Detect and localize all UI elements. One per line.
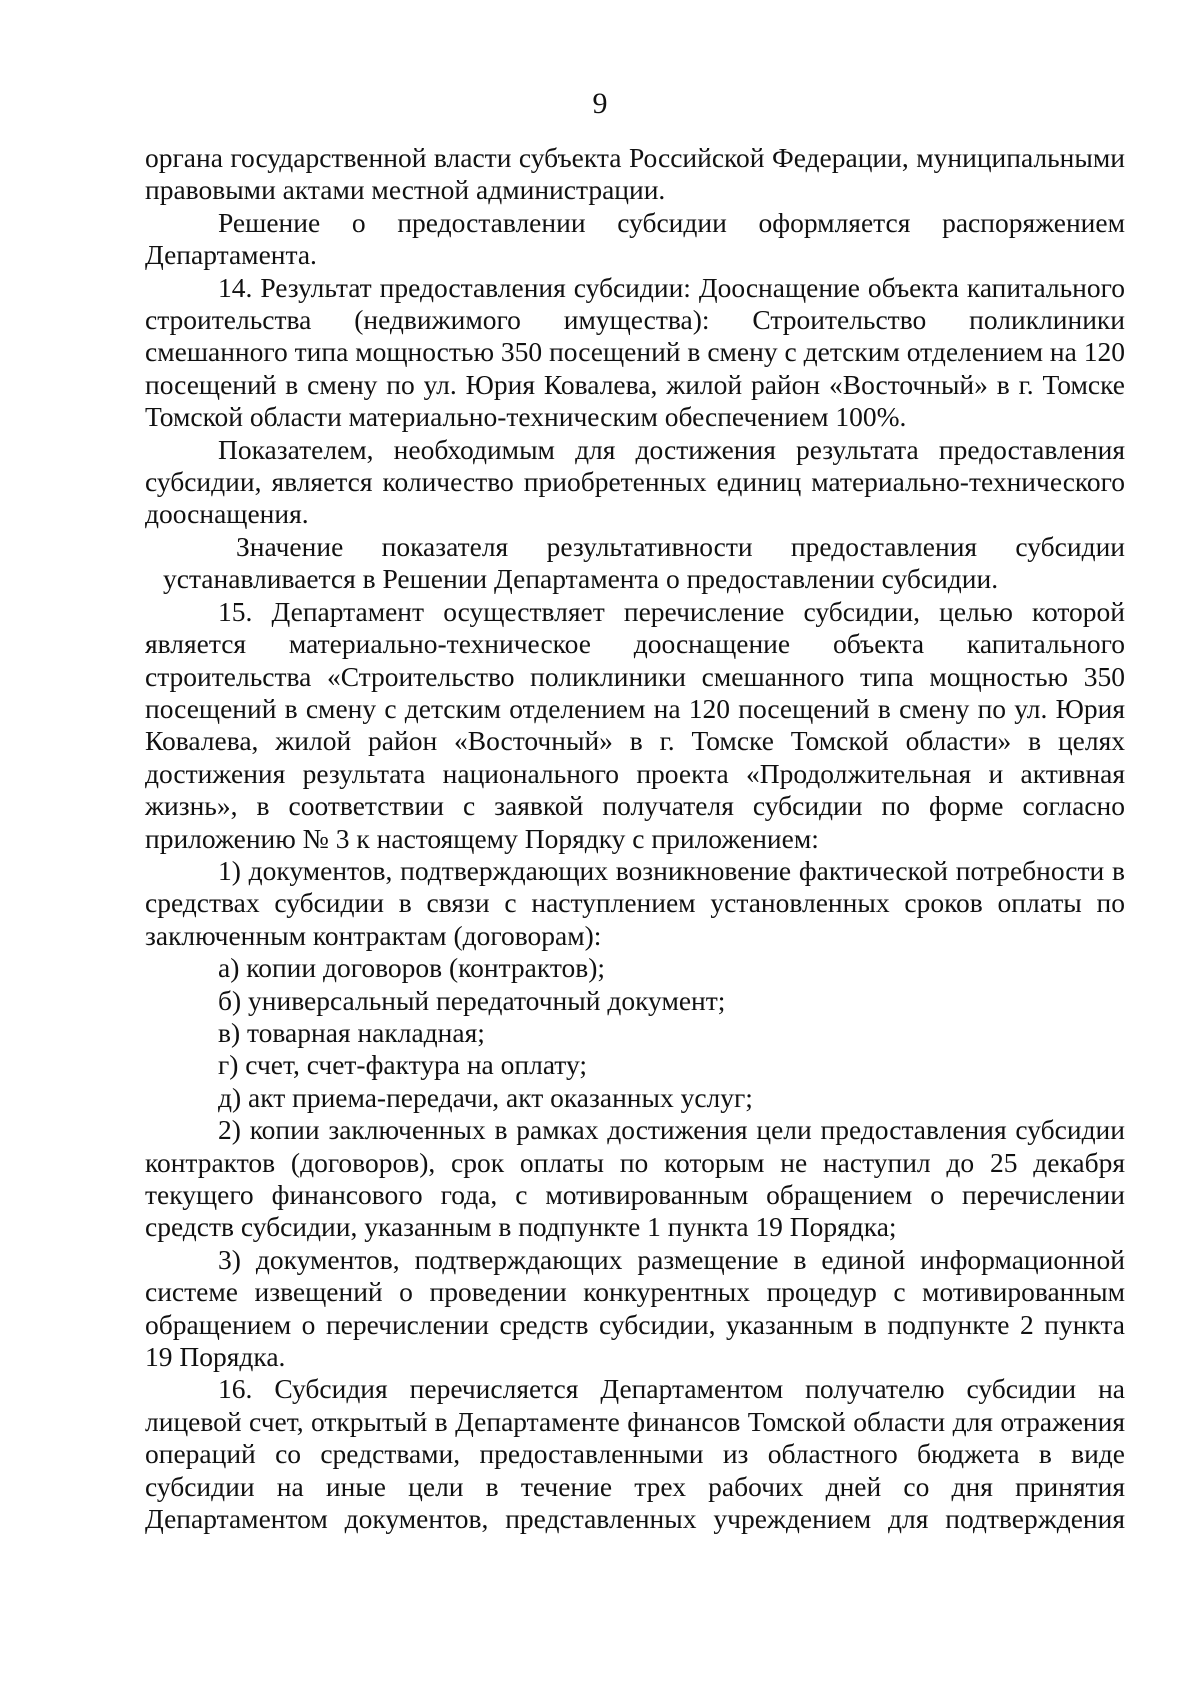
page-number: 9 — [592, 87, 608, 120]
list-item-v: в) товарная накладная; — [218, 1016, 485, 1048]
document-body — [145, 142, 1125, 1535]
paragraph-subitem-1: 1) документов, подтверждающих возникновение фактической потребности в средствах субсидии в связи с наступлением установленных сроков оплаты по заключенным контрактам (договорам): — [145, 854, 1125, 951]
list-item-b: б) универсальный передаточный документ; — [218, 984, 726, 1016]
paragraph-item-15: 15. Департамент осуществляет перечисление субсидии, целью которой является материально-техническое дооснащение объекта капитального строительства «Строительство поликлиники смешанного типа мощностью 350 посещений в смену с детским отделением на 120 посещений в смену по ул. Юрия Ковалева, жилой район «Восточный» в г. Томске Томской области» в целях достижения результата национального проекта «Продолжительная и активная жизнь», в соответствии с заявкой получателя субсидии по форме согласно приложению № 3 к настоящему Порядку с приложением: — [145, 595, 1125, 854]
paragraph-continuation: органа государственной власти субъекта Российской Федерации, муниципальными правовыми актами местной администрации. — [145, 142, 1125, 206]
paragraph-item-14: 14. Результат предоставления субсидии: Дооснащение объекта капитального строительства (недвижимого имущества): Строительство поликлиники смешанного типа мощностью 350 посещений в смену с детским отделением на 120 посещений в смену по ул. Юрия Ковалева, жилой район «Восточный» в г. Томске Томской области материально-техническим обеспечением 100%. — [145, 271, 1125, 433]
paragraph-subitem-3: 3) документов, подтверждающих размещение в единой информационной системе извещений о проведении конкурентных процедур с мотивированным обращением о перечислении средств субсидии, указанным в подпункте 2 пункта 19 Порядка. — [145, 1243, 1125, 1373]
list-item-a: а) копии договоров (контрактов); — [218, 952, 606, 984]
paragraph-indicator-value-cont: устанавливается в Решении Департамента о предоставлении субсидии. — [163, 563, 999, 595]
paragraph-indicator: Показателем, необходимым для достижения результата предоставления субсидии, является количество приобретенных единиц материально-технического дооснащения. — [145, 433, 1125, 530]
paragraph-item-16: 16. Субсидия перечисляется Департаментом получателю субсидии на лицевой счет, открытый в Департаменте финансов Томской области для отражения операций со средствами, предоставленными из областного бюджета в виде субсидии на иные цели в течение трех рабочих дней со дня принятия Департаментом документов, представленных учреждением для подтверждения — [145, 1373, 1125, 1535]
paragraph-indicator-value: Значение показателя результативности предоставления субсидии — [236, 530, 1125, 562]
list-item-g: г) счет, счет-фактура на оплату; — [218, 1049, 587, 1081]
list-item-d: д) акт приема-передачи, акт оказанных услуг; — [218, 1081, 753, 1113]
paragraph-subitem-2: 2) копии заключенных в рамках достижения цели предоставления субсидии контрактов (договоров), срок оплаты по которым не наступил до 25 декабря текущего финансового года, с мотивированным обращением о перечислении средств субсидии, указанным в подпункте 1 пункта 19 Порядка; — [145, 1114, 1125, 1243]
paragraph-decision: Решение о предоставлении субсидии оформляется распоряжением Департамента. — [145, 206, 1125, 271]
